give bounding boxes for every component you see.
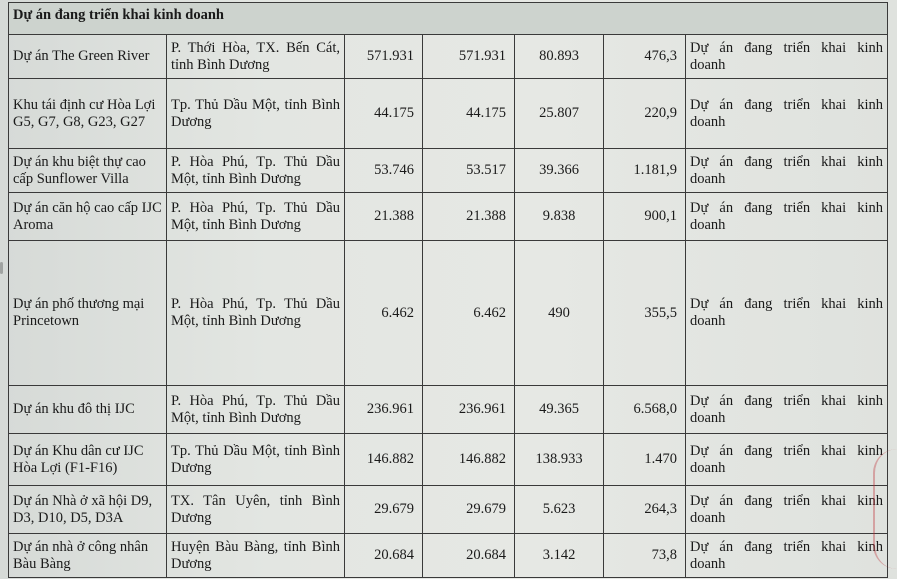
status-cell: Dự án đang triển khai kinh doanh — [686, 486, 888, 534]
project-name-cell: Dự án căn hộ cao cấp IJC Aroma — [9, 193, 167, 241]
value-3-cell: 138.933 — [515, 434, 604, 486]
value-1-cell: 21.388 — [345, 193, 423, 241]
table-row — [9, 386, 888, 434]
value-3-cell: 39.366 — [515, 149, 604, 193]
status-cell: Dự án đang triển khai kinh doanh — [686, 434, 888, 486]
table-row — [9, 534, 888, 578]
value-1-cell: 53.746 — [345, 149, 423, 193]
value-2-cell: 21.388 — [423, 193, 515, 241]
project-name-cell: Dự án Khu dân cư IJC Hòa Lợi (F1-F16) — [9, 434, 167, 486]
project-name-cell: Dự án The Green River — [9, 35, 167, 79]
project-name-cell: Dự án khu biệt thự cao cấp Sunflower Villa — [9, 149, 167, 193]
value-3-cell: 3.142 — [515, 534, 604, 578]
table-row — [9, 193, 888, 241]
location-cell: P. Hòa Phú, Tp. Thủ Dầu Một, tỉnh Bình Dương — [167, 149, 345, 193]
status-cell: Dự án đang triển khai kinh doanh — [686, 193, 888, 241]
status-cell: Dự án đang triển khai kinh doanh — [686, 79, 888, 149]
value-4-cell: 355,5 — [604, 241, 686, 386]
value-1-cell: 6.462 — [345, 241, 423, 386]
value-4-cell: 1.181,9 — [604, 149, 686, 193]
status-cell: Dự án đang triển khai kinh doanh — [686, 149, 888, 193]
location-cell: P. Hòa Phú, Tp. Thủ Dầu Một, tỉnh Bình Dương — [167, 241, 345, 386]
value-1-cell: 236.961 — [345, 386, 423, 434]
value-4-cell: 6.568,0 — [604, 386, 686, 434]
location-cell: Huyện Bàu Bàng, tỉnh Bình Dương — [167, 534, 345, 578]
value-2-cell: 236.961 — [423, 386, 515, 434]
value-2-cell: 29.679 — [423, 486, 515, 534]
table-row — [9, 241, 888, 386]
table-row — [9, 79, 888, 149]
table-row — [9, 35, 888, 79]
value-3-cell: 9.838 — [515, 193, 604, 241]
value-2-cell: 146.882 — [423, 434, 515, 486]
location-cell: TX. Tân Uyên, tỉnh Bình Dương — [167, 486, 345, 534]
project-name-cell: Dự án phố thương mại Princetown — [9, 241, 167, 386]
value-2-cell: 6.462 — [423, 241, 515, 386]
value-4-cell: 900,1 — [604, 193, 686, 241]
table-row — [9, 434, 888, 486]
location-cell: P. Hòa Phú, Tp. Thủ Dầu Một, tỉnh Bình Dương — [167, 193, 345, 241]
section-header-row — [9, 3, 888, 35]
red-stamp-edge — [873, 449, 897, 569]
value-1-cell: 20.684 — [345, 534, 423, 578]
location-cell: Tp. Thủ Dầu Một, tỉnh Bình Dương — [167, 434, 345, 486]
value-3-cell: 80.893 — [515, 35, 604, 79]
status-cell: Dự án đang triển khai kinh doanh — [686, 35, 888, 79]
value-4-cell: 476,3 — [604, 35, 686, 79]
project-name-cell: Dự án Nhà ở xã hội D9, D3, D10, D5, D3A — [9, 486, 167, 534]
value-2-cell: 44.175 — [423, 79, 515, 149]
status-cell: Dự án đang triển khai kinh doanh — [686, 386, 888, 434]
value-4-cell: 1.470 — [604, 434, 686, 486]
project-name-cell: Dự án khu đô thị IJC — [9, 386, 167, 434]
value-3-cell: 25.807 — [515, 79, 604, 149]
value-3-cell: 490 — [515, 241, 604, 386]
page-edge-mark — [0, 262, 3, 274]
value-4-cell: 220,9 — [604, 79, 686, 149]
table-row — [9, 149, 888, 193]
status-cell: Dự án đang triển khai kinh doanh — [686, 241, 888, 386]
location-cell: P. Hòa Phú, Tp. Thủ Dầu Một, tỉnh Bình Dương — [167, 386, 345, 434]
value-4-cell: 73,8 — [604, 534, 686, 578]
value-1-cell: 44.175 — [345, 79, 423, 149]
status-cell: Dự án đang triển khai kinh doanh — [686, 534, 888, 578]
value-1-cell: 146.882 — [345, 434, 423, 486]
value-2-cell: 53.517 — [423, 149, 515, 193]
location-cell: P. Thới Hòa, TX. Bến Cát, tỉnh Bình Dương — [167, 35, 345, 79]
project-name-cell: Khu tái định cư Hòa Lợi G5, G7, G8, G23, G27 — [9, 79, 167, 149]
value-3-cell: 49.365 — [515, 386, 604, 434]
value-1-cell: 29.679 — [345, 486, 423, 534]
projects-table — [8, 2, 888, 578]
project-name-cell: Dự án nhà ở công nhân Bàu Bàng — [9, 534, 167, 578]
value-4-cell: 264,3 — [604, 486, 686, 534]
table-row — [9, 486, 888, 534]
value-2-cell: 20.684 — [423, 534, 515, 578]
location-cell: Tp. Thủ Dầu Một, tỉnh Bình Dương — [167, 79, 345, 149]
section-title: Dự án đang triển khai kinh doanh — [9, 3, 888, 35]
value-1-cell: 571.931 — [345, 35, 423, 79]
value-3-cell: 5.623 — [515, 486, 604, 534]
value-2-cell: 571.931 — [423, 35, 515, 79]
